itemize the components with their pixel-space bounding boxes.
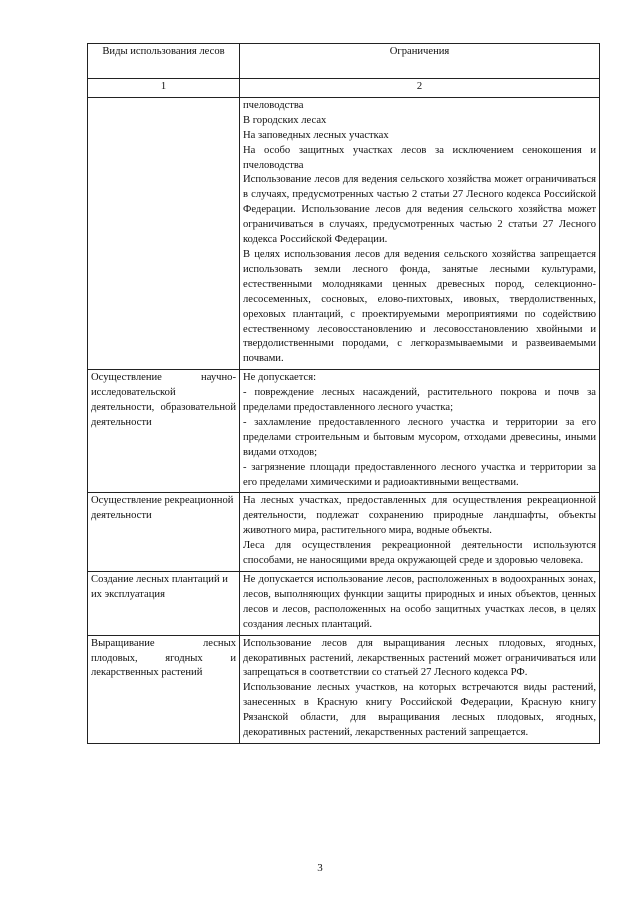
header-usage-types: Виды использования лесов: [88, 44, 240, 79]
restriction-paragraph: В целях использования лесов для ведения сельского хозяйства запрещается использовать земли лесного фонда, занятые лесными культурами, естественными молодняками ценных древесных пород, селекционно-лесосеменных, сосновых, елово-пихтовых, ивовых, твердолиственных, ореховых плантаций, с проектируемыми мероприятиями по содействию естественному лесовосстановлению и лесовосстановлению хвойными и твердолиственными породами, с легкоразмываемыми и развеиваемыми почвами.: [243, 248, 596, 365]
table-row: [88, 97, 600, 369]
column-number-row: [88, 79, 600, 98]
restriction-paragraph: На лесных участках, предоставленных для осуществления рекреационной деятельности, подлежат сохранению природные ландшафты, объекты животного мира, растительного мира, водные объекты.: [243, 495, 596, 537]
restriction-paragraph: Использование лесов для ведения сельского хозяйства может ограничиваться в случаях, предусмотренных частью 2 статьи 27 Лесного кодекса Российской Федерации. Использование лесов для ведения сельского хозяйства может ограничиваться в случаях, предусмотренных частью 2 статьи 27 Лесного кодекса Российской Федерации.: [243, 174, 596, 246]
table-row: [88, 493, 600, 572]
usage-type-cell: Осуществление рекреационной деятельности: [88, 493, 240, 572]
restriction-paragraph: Не допускается использование лесов, расположенных в водоохранных зонах, лесов, выполняющих функции защиты природных и иных объектов, ценных лесов и лесов, расположенных на особо защитных участках лесов, в целях создания лесных плантаций.: [243, 574, 596, 630]
restriction-line: В городских лесах: [243, 114, 327, 126]
usage-type-cell: [88, 97, 240, 369]
usage-type-cell: Создание лесных плантаций и их эксплуатация: [88, 572, 240, 636]
usage-type-cell: Выращивание лесных плодовых, ягодных и лекарственных растений: [88, 635, 240, 743]
header-restrictions: Ограничения: [240, 44, 600, 79]
restriction-cell: [240, 635, 600, 743]
restriction-paragraph: - загрязнение площади предоставленного лесного участка и территории за его пределами химическими и радиоактивными веществами.: [243, 461, 596, 488]
restriction-paragraph: Не допускается:: [243, 372, 317, 384]
table-row: [88, 370, 600, 493]
restriction-cell: [240, 370, 600, 493]
page-number: 3: [317, 862, 323, 874]
restriction-paragraph: Использование лесных участков, на которых встречаются виды растений, занесенных в Красную книгу Российской Федерации, Красную книгу Рязанской области, для выращивания лесных плодовых, ягодных, декоративных растений, лекарственных растений запрещается.: [243, 682, 596, 739]
restriction-line: пчеловодства: [243, 99, 304, 111]
table-header-row: [88, 44, 600, 79]
restriction-cell: [240, 493, 600, 572]
restriction-paragraph: Леса для осуществления рекреационной деятельности используются способами, не наносящими вреда окружающей среде и здоровью человека.: [243, 540, 596, 567]
restriction-cell: [240, 97, 600, 369]
table-row: [88, 572, 600, 636]
restriction-paragraph: - повреждение лесных насаждений, растительного покрова и почв за пределами предоставленного лесного участка;: [243, 387, 596, 414]
restriction-paragraph: На особо защитных участках лесов за исключением сенокошения и пчеловодства: [243, 144, 596, 171]
usage-type-cell: Осуществление научно-исследовательской деятельности, образовательной деятельности: [88, 370, 240, 493]
restriction-line: На заповедных лесных участках: [243, 129, 389, 141]
column-number-1: 1: [88, 79, 240, 98]
restriction-paragraph: Использование лесов для выращивания лесных плодовых, ягодных, декоративных растений, лекарственных растений может ограничиваться или запрещаться в соответствии со статьей 27 Лесного кодекса РФ.: [243, 637, 596, 679]
restriction-cell: [240, 572, 600, 636]
restriction-paragraph: - захламление предоставленного лесного участка и территории за его пределами строительным и бытовым мусором, отходами древесины, иными видами отходов;: [243, 416, 596, 458]
table-row: [88, 635, 600, 743]
column-number-2: 2: [240, 79, 600, 98]
restrictions-table: [87, 43, 600, 744]
